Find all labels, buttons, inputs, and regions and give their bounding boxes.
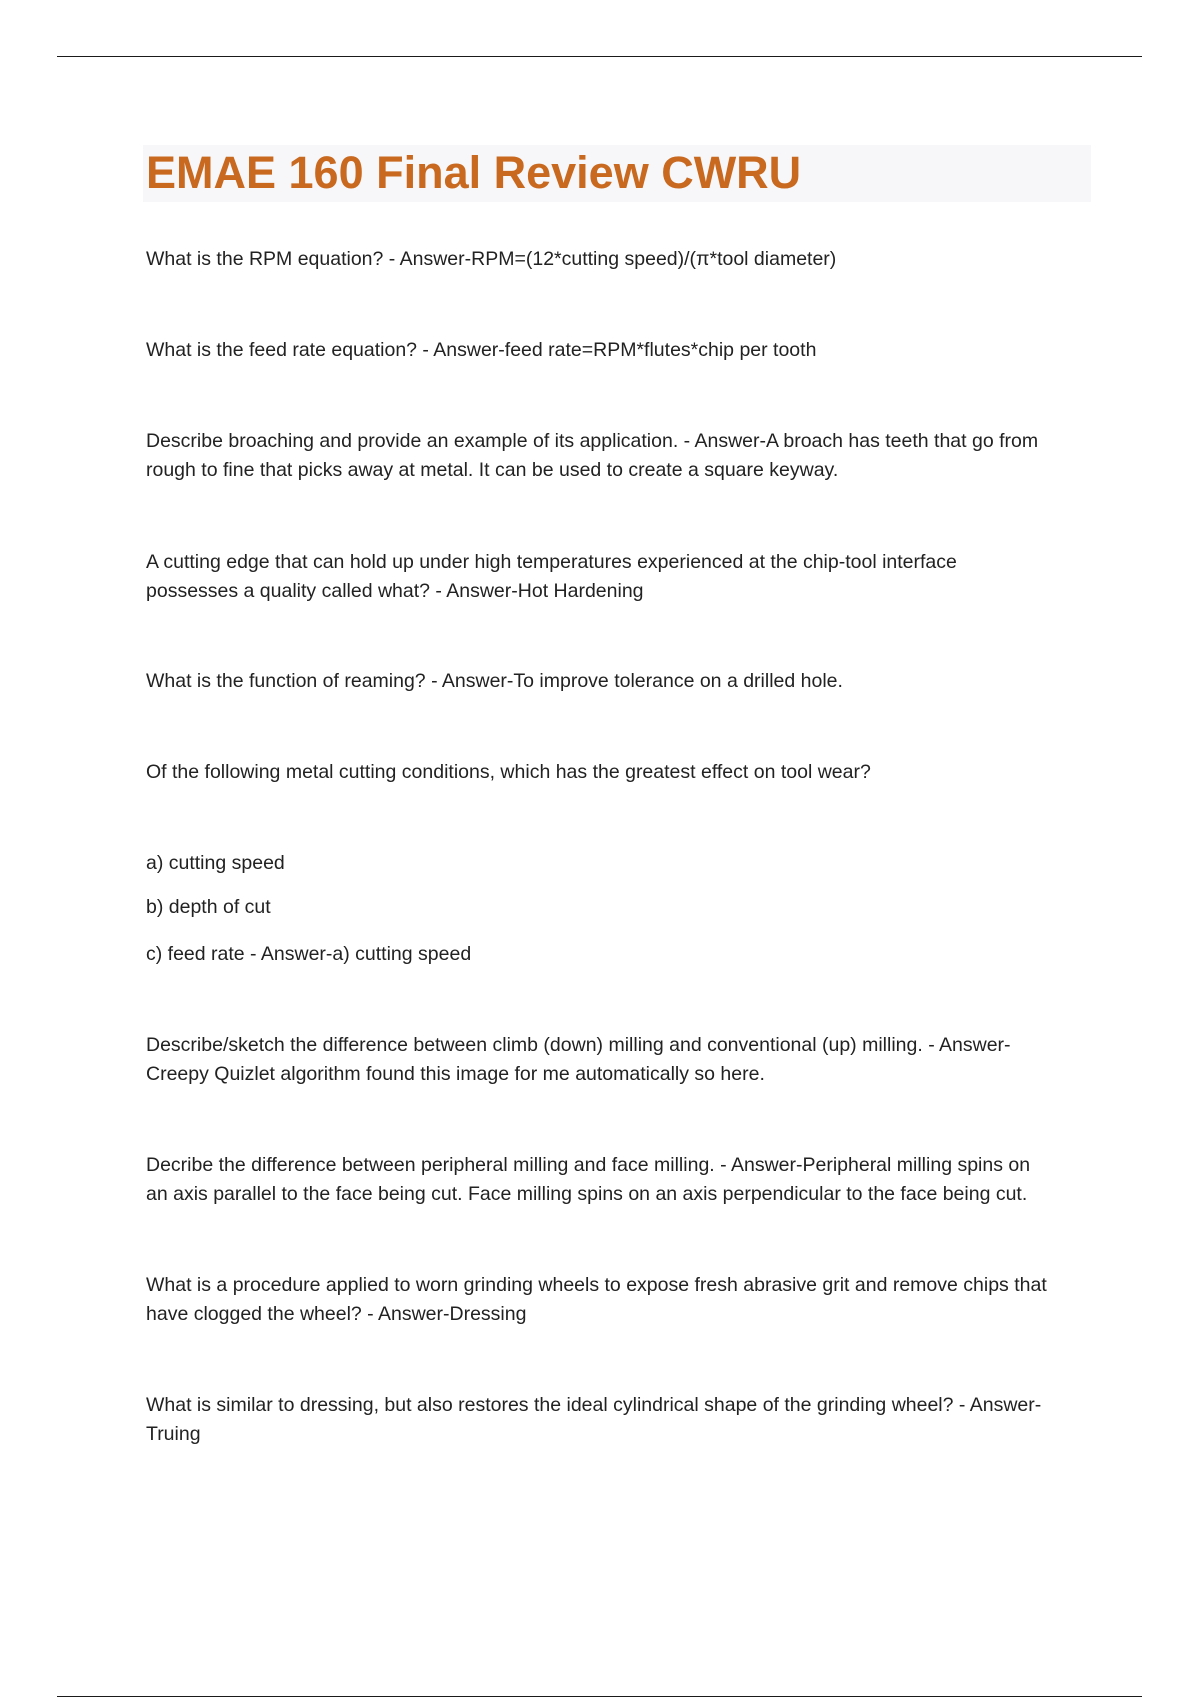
text-line: b) depth of cut: [146, 896, 271, 918]
text-line: Truing: [146, 1423, 201, 1445]
text-line: What is the feed rate equation? - Answer-feed rate=RPM*flutes*chip per tooth: [146, 339, 817, 361]
text-line: have clogged the wheel? - Answer-Dressing: [146, 1303, 527, 1325]
qa-reaming: [146, 667, 1096, 696]
document-title: EMAE 160 Final Review CWRU: [146, 147, 802, 198]
text-line: an axis parallel to the face being cut. Face milling spins on an axis perpendicular to the face being cut.: [146, 1183, 1028, 1205]
qa-peripheral-vs-face: [146, 1151, 1096, 1209]
qa-hot-hardening: [146, 548, 1096, 606]
qa-dressing: [146, 1271, 1096, 1329]
option-c-answer: [146, 940, 1096, 969]
text-line: Decribe the difference between peripheral milling and face milling. - Answer-Peripheral milling spins on: [146, 1154, 1031, 1176]
text-line: Describe broaching and provide an example of its application. - Answer-A broach has teeth that go from: [146, 430, 1039, 452]
text-line: What is the RPM equation? - Answer-RPM=(12*cutting speed)/(π*tool diameter): [146, 248, 837, 270]
qa-rpm-equation: [146, 245, 1096, 274]
qa-truing: [146, 1391, 1096, 1449]
text-line: What is similar to dressing, but also restores the ideal cylindrical shape of the grinding wheel? - Answer-: [146, 1394, 1042, 1416]
footer-rule: [57, 1696, 1142, 1697]
option-b: [146, 893, 1096, 922]
text-line: c) feed rate - Answer-a) cutting speed: [146, 943, 472, 965]
text-line: What is a procedure applied to worn grinding wheels to expose fresh abrasive grit and remove chips that: [146, 1274, 1047, 1296]
qa-tool-wear-question: [146, 758, 1096, 787]
option-a: [146, 849, 1096, 878]
text-line: rough to fine that picks away at metal. It can be used to create a square keyway.: [146, 459, 839, 481]
text-line: What is the function of reaming? - Answer-To improve tolerance on a drilled hole.: [146, 670, 843, 692]
text-line: Of the following metal cutting conditions, which has the greatest effect on tool wear?: [146, 761, 871, 783]
text-line: a) cutting speed: [146, 852, 285, 874]
text-line: A cutting edge that can hold up under high temperatures experienced at the chip-tool interface: [146, 551, 957, 573]
header-rule: [57, 56, 1142, 57]
text-line: possesses a quality called what? - Answer-Hot Hardening: [146, 580, 644, 602]
text-line: Describe/sketch the difference between climb (down) milling and conventional (up) milling. - Answer-: [146, 1034, 1011, 1056]
text-line: Creepy Quizlet algorithm found this image for me automatically so here.: [146, 1063, 765, 1085]
qa-climb-vs-conventional: [146, 1031, 1096, 1089]
qa-feed-rate-equation: [146, 336, 1096, 365]
qa-broaching: [146, 427, 1096, 485]
